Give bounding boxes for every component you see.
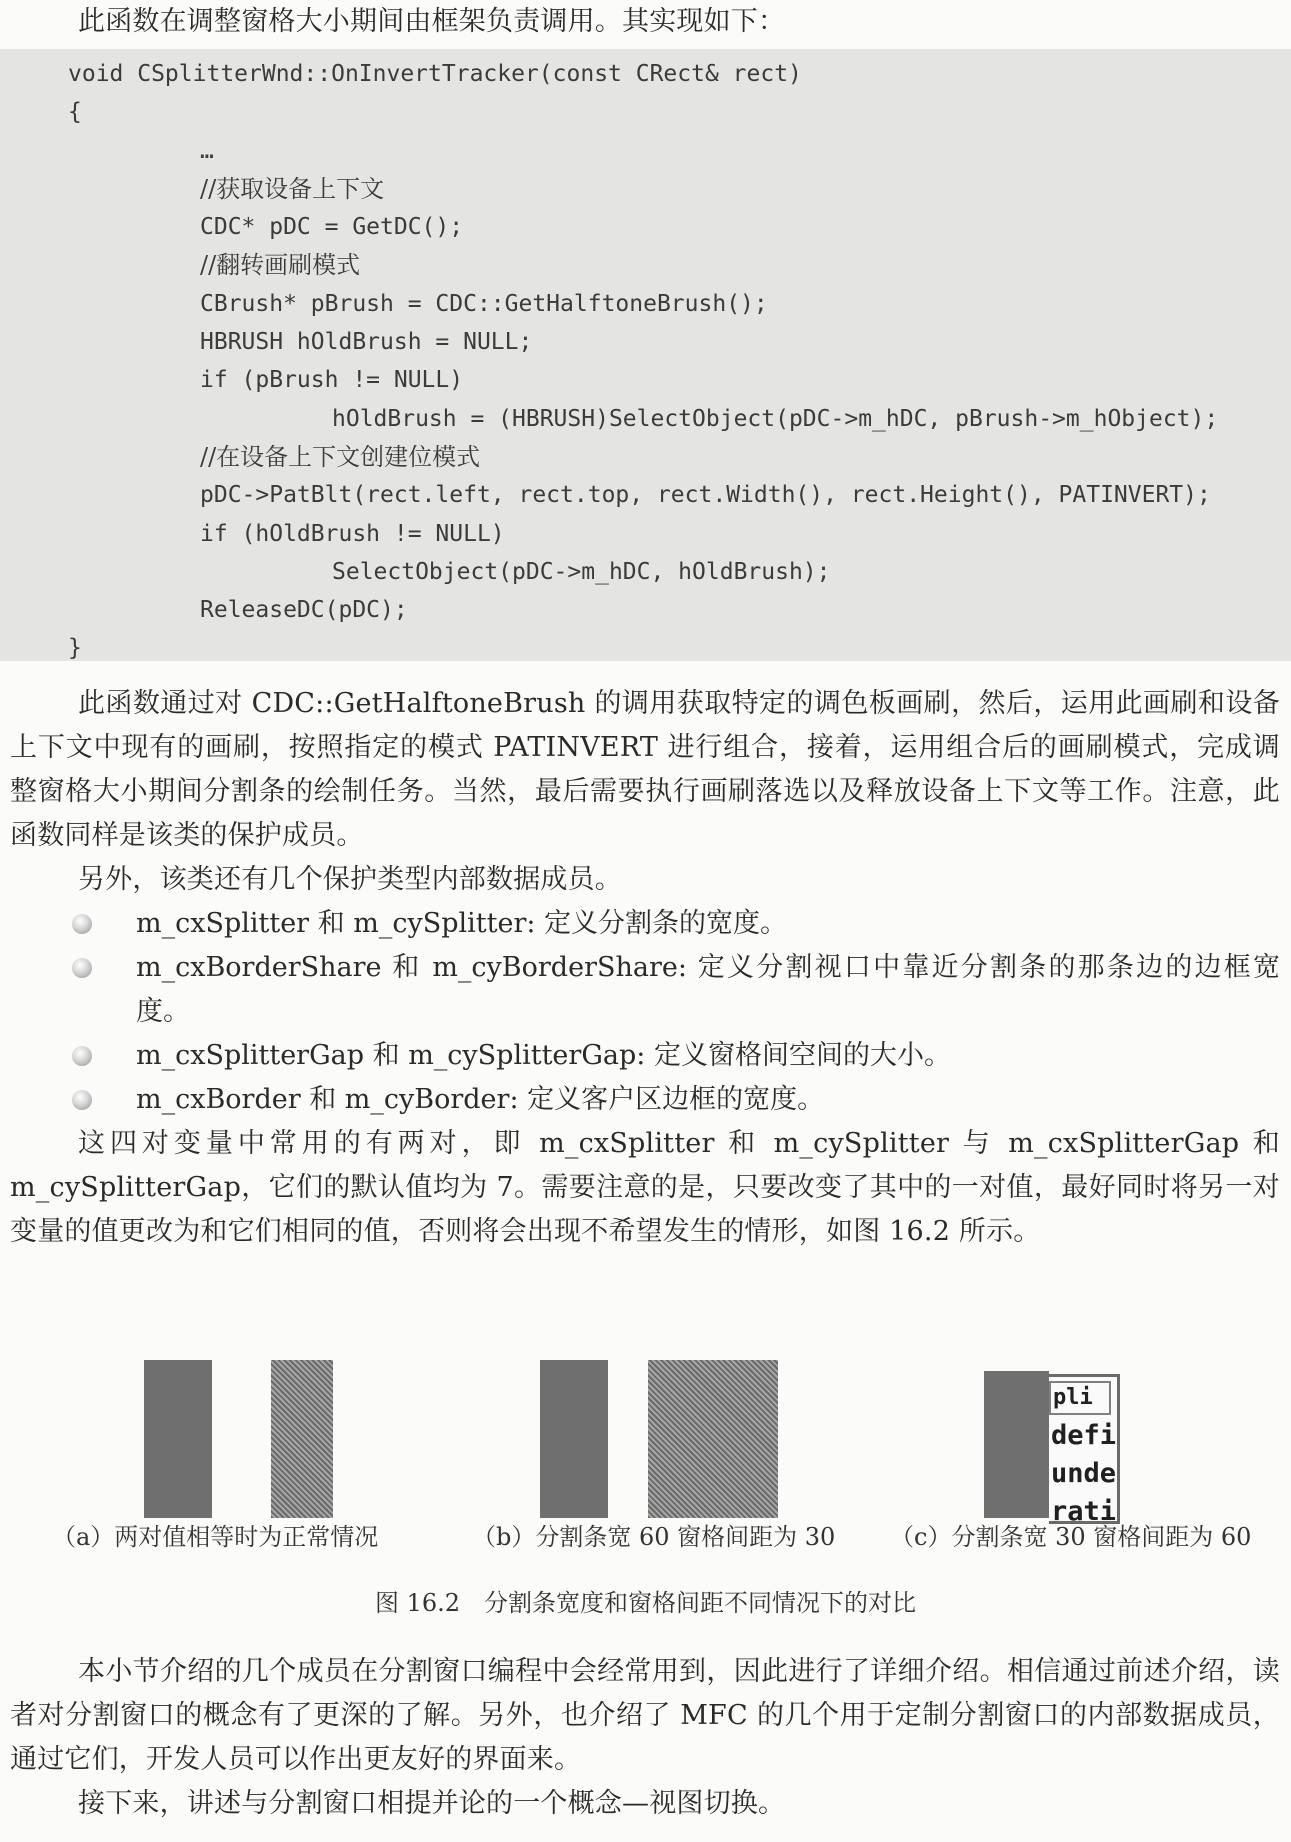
bullet-icon: [72, 958, 92, 978]
code-line: CDC* pDC = GetDC();: [200, 214, 464, 241]
bullet-term: m_cxSplitter 和 m_cySplitter:: [136, 908, 536, 939]
paragraph-3: 这四对变量中常用的有两对，即 m_cxSplitter 和 m_cySplitter 与 m_cxSplitterGap 和 m_cySplitterGap，它们的默认值均为 7。需要注意的是，只要改变了其中的一对值，最好同时将另一对变量的值更改为和它们相同的值，否则将会出现不希望发生的情形，如图 16.2 所示。: [10, 1128, 1280, 1247]
code-line: SelectObject(pDC->m_hDC, hOldBrush);: [332, 558, 831, 585]
splitter-bar: [144, 1360, 212, 1518]
code-comment-line: //翻转画刷模式: [200, 251, 361, 280]
splitter-bar: [540, 1360, 608, 1518]
bullet-desc: 定义客户区边框的宽度。: [527, 1084, 825, 1115]
caption-b: （b）分割条宽 60 窗格间距为 30: [472, 1523, 836, 1551]
bullet-item-4: [76, 1078, 1280, 1122]
bullet-icon: [72, 914, 92, 934]
bullet-item-2: [76, 946, 1280, 1034]
bullet-item-3: [76, 1034, 1280, 1078]
code-line: pDC->PatBlt(rect.left, rect.top, rect.Width(), rect.Height(), PATINVERT);: [200, 482, 1211, 509]
bullet-icon: [72, 1046, 92, 1066]
bullet-term: m_cxSplitterGap 和 m_cySplitterGap:: [136, 1040, 646, 1071]
pane-text-line: rati: [1051, 1496, 1117, 1524]
splitter-tracker: [648, 1360, 778, 1518]
bullet-term: m_cxBorder 和 m_cyBorder:: [136, 1084, 519, 1115]
bullet-icon: [72, 1090, 92, 1110]
code-line: CBrush* pBrush = CDC::GetHalftoneBrush();: [200, 290, 768, 317]
code-line: HBRUSH hOldBrush = NULL;: [200, 329, 533, 356]
paragraph-2: 另外，该类还有几个保护类型内部数据成员。: [78, 864, 622, 895]
code-line: …: [200, 137, 214, 164]
code-line: }: [68, 635, 82, 662]
code-line: void CSplitterWnd::OnInvertTracker(const CRect& rect): [68, 61, 802, 87]
bullet-desc: 定义分割视口中靠近分割条的那条边的边框宽度。: [136, 952, 1280, 1027]
bullet-desc: 定义窗格间空间的大小。: [653, 1040, 951, 1071]
splitter-bar: [984, 1371, 1049, 1518]
code-line: hOldBrush = (HBRUSH)SelectObject(pDC->m_hDC, pBrush->m_hObject);: [332, 405, 1219, 432]
view-pane: [1049, 1374, 1120, 1524]
caption-c: （c）分割条宽 30 窗格间距为 60: [890, 1523, 1252, 1551]
intro-text: 此函数在调整窗格大小期间由框架负责调用。其实现如下：: [78, 6, 786, 37]
code-comment-line: //在设备上下文创建位模式: [200, 442, 481, 471]
caption-a: （a）两对值相等时为正常情况: [52, 1523, 379, 1551]
code-line: {: [68, 99, 82, 126]
code-block: [0, 49, 1291, 661]
bullet-desc: 定义分割条的宽度。: [544, 908, 788, 939]
code-line: ReleaseDC(pDC);: [200, 597, 408, 624]
code-comment-line: //获取设备上下文: [200, 174, 385, 203]
paragraph-5: 接下来，讲述与分割窗口相提并论的一个概念—视图切换。: [78, 1788, 786, 1819]
pane-text-line: unde: [1051, 1458, 1117, 1489]
splitter-tracker: [271, 1360, 333, 1518]
paragraph-4: 本小节介绍的几个成员在分割窗口编程中会经常用到，因此进行了详细介绍。相信通过前述介绍，读者对分割窗口的概念有了更深的了解。另外，也介绍了 MFC 的几个用于定制分割窗口的内部数据成员，通过它们，开发人员可以作出更友好的界面来。: [10, 1656, 1280, 1775]
pane-text-line: pli: [1049, 1381, 1111, 1415]
pane-text-line: defi: [1051, 1420, 1117, 1451]
bullet-item-1: [76, 902, 1280, 946]
code-line: if (hOldBrush != NULL): [200, 520, 505, 547]
paragraph-1: 此函数通过对 CDC::GetHalftoneBrush 的调用获取特定的调色板画刷，然后，运用此画刷和设备上下文中现有的画刷，按照指定的模式 PATINVERT 进行组合，接着，运用组合后的画刷模式，完成调整窗格大小期间分割条的绘制任务。当然，最后需要执行画刷落选以及释放设备上下文等工作。注意，此函数同样是该类的保护成员。: [10, 688, 1280, 851]
bullet-term: m_cxBorderShare 和 m_cyBorderShare:: [136, 952, 687, 983]
code-line: if (pBrush != NULL): [200, 367, 464, 394]
figure-title: 图 16.2 分割条宽度和窗格间距不同情况下的对比: [374, 1589, 917, 1617]
